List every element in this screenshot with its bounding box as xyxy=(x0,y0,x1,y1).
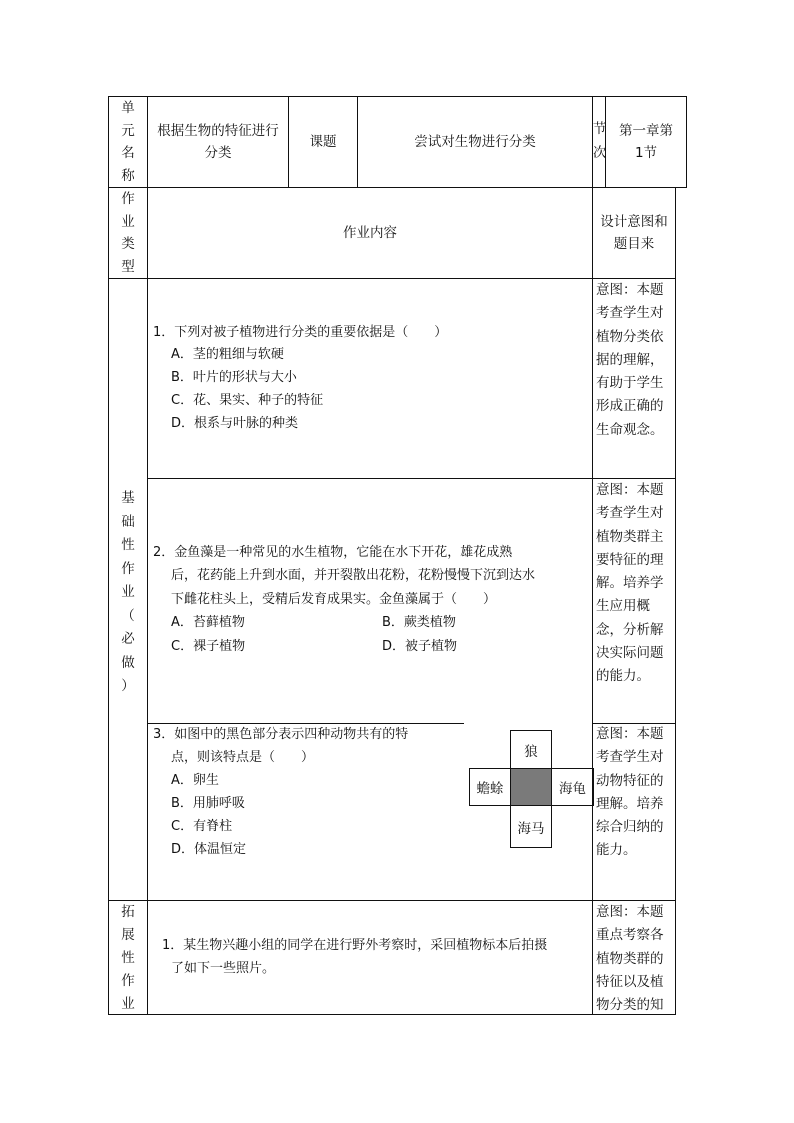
design-note-extended: 意图：本题 重点考察各 植物类群的 特征以及植 物分类的知 xyxy=(596,904,664,1014)
option-c: C．有脊柱 xyxy=(171,819,233,834)
option-b: B．蕨类植物 xyxy=(382,615,456,630)
diagram-cell-top: 狼 xyxy=(510,730,552,769)
extended-label: 拓 展 性 作 业 xyxy=(121,904,135,1012)
option-a: A．茎的粗细与软硬 xyxy=(171,347,284,362)
option-d: D．根系与叶脉的种类 xyxy=(171,416,299,431)
lesson-label: 课题 xyxy=(309,134,337,150)
design-note-q1: 意图：本题 考查学生对 植物分类依 据的理解， 有助于学生 形成正确的 生命观念。 xyxy=(596,282,664,438)
question-stem-cont: 了如下一些照片。 xyxy=(171,961,276,976)
design-note-q3: 意图：本题 考查学生对 动物特征的 理解。培养 综合归纳的 能力。 xyxy=(596,726,664,859)
unit-label: 单 元 名 称 xyxy=(121,100,135,184)
option-c: C．裸子植物 xyxy=(171,639,246,654)
basic-label: 基 础 性 作 业 （ 必 做 ） xyxy=(121,490,135,694)
option-d: D．体温恒定 xyxy=(171,842,247,857)
content-label: 作业内容 xyxy=(343,225,397,241)
question-stem-cont: 后，花药能上升到水面，并开裂散出花粉，花粉慢慢下沉到达水 xyxy=(171,568,536,583)
design-note-q2: 意图：本题 考查学生对 植物类群主 要特征的理 解。培养学 生应用概 念，分析解 决实际问题 的能力。 xyxy=(596,482,664,685)
section-label: 节 次 xyxy=(593,121,607,161)
question-stem: 2．金鱼藻是一种常见的水生植物，它能在水下开花，雄花成熟 xyxy=(153,545,513,560)
question-stem: 3．如图中的黑色部分表示四种动物共有的特 xyxy=(153,727,409,742)
option-c: C．花、果实、种子的特征 xyxy=(171,393,324,408)
diagram-cell-center xyxy=(510,768,552,806)
unit-name: 根据生物的特征进行 分类 xyxy=(157,123,279,161)
diagram-cell-bottom: 海马 xyxy=(510,805,552,848)
option-b: B．用肺呼吸 xyxy=(171,796,245,811)
option-b: B．叶片的形状与大小 xyxy=(171,370,297,385)
type-label: 作 业 类 型 xyxy=(121,191,135,275)
diagram-cell-left: 蟾蜍 xyxy=(469,768,511,806)
option-d: D．被子植物 xyxy=(382,639,458,654)
diagram-cell-right: 海龟 xyxy=(551,768,594,806)
question-stem: 1．下列对被子植物进行分类的重要依据是（ ） xyxy=(153,325,448,340)
design-label: 设计意图和 题目来 xyxy=(600,214,668,252)
option-a: A．苔藓植物 xyxy=(171,615,245,630)
option-a: A．卵生 xyxy=(171,773,219,788)
question-stem: 1．某生物兴趣小组的同学在进行野外考察时，采回植物标本后拍摄 xyxy=(162,938,548,953)
question-stem-cont: 下雌花柱头上，受精后发育成果实。金鱼藻属于（ ） xyxy=(171,592,497,607)
lesson-title: 尝试对生物进行分类 xyxy=(414,134,536,150)
section-value: 第一章第 1节 xyxy=(619,123,673,161)
question-stem-cont: 点，则该特点是（ ） xyxy=(171,750,315,765)
